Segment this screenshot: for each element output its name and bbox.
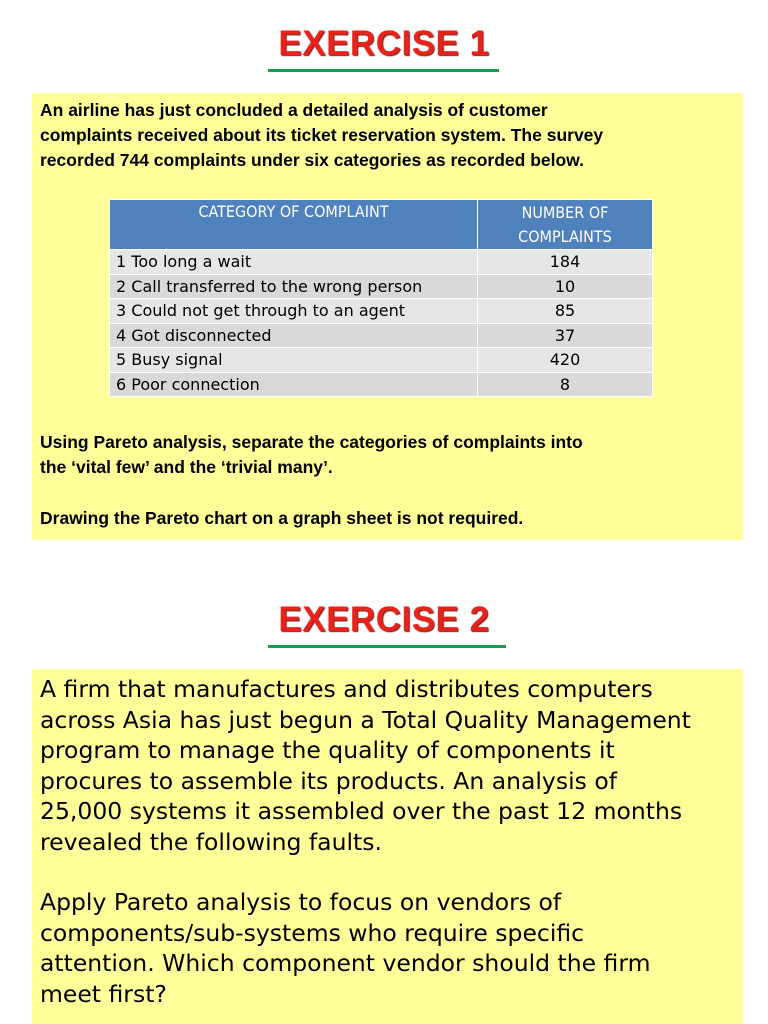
intro-line: An airline has just concluded a detailed analysis of customer bbox=[40, 100, 548, 120]
intro-line: recorded 744 complaints under six categories as recorded below. bbox=[40, 150, 584, 170]
cell-category: 2 Call transferred to the wrong person bbox=[110, 274, 478, 299]
para1-line: A firm that manufactures and distributes computers bbox=[40, 675, 653, 703]
exercise-1-title: EXERCISE 1 bbox=[278, 24, 490, 63]
table-row bbox=[110, 372, 653, 397]
table-row bbox=[110, 348, 653, 373]
table-row bbox=[110, 250, 653, 275]
cell-count: 420 bbox=[478, 348, 653, 373]
para1-line: program to manage the quality of components it bbox=[40, 736, 615, 764]
exercise-2-panel bbox=[32, 669, 743, 1024]
para1-line: revealed the following faults. bbox=[40, 827, 382, 856]
header-category: CATEGORY OF COMPLAINT bbox=[110, 200, 478, 250]
exercise-2-title: EXERCISE 2 bbox=[278, 600, 490, 639]
cell-count: 37 bbox=[478, 323, 653, 348]
cell-count: 10 bbox=[478, 274, 653, 299]
exercise-1-intro bbox=[40, 98, 740, 173]
exercise-2-paragraph-1 bbox=[40, 674, 740, 857]
table-row bbox=[110, 274, 653, 299]
cell-category: 4 Got disconnected bbox=[110, 323, 478, 348]
para1-line: procures to assemble its products. An analysis of bbox=[40, 766, 617, 795]
cell-count: 8 bbox=[478, 372, 653, 397]
exercise-1-note: Drawing the Pareto chart on a graph sheet is not required. bbox=[40, 508, 524, 528]
cell-category: 5 Busy signal bbox=[110, 348, 478, 373]
cell-category: 6 Poor connection bbox=[110, 372, 478, 397]
cell-category: 1 Too long a wait bbox=[110, 250, 478, 275]
header-count: NUMBER OF COMPLAINTS bbox=[478, 200, 653, 250]
para2-line: components/sub-systems who require specific bbox=[40, 918, 585, 947]
exercise-2-title-underline bbox=[268, 645, 506, 648]
cell-count: 184 bbox=[478, 250, 653, 275]
para2-line: attention. Which component vendor should the firm bbox=[40, 949, 651, 977]
exercise-2-paragraph-2 bbox=[40, 887, 740, 1009]
exercise-1-title-underline bbox=[268, 69, 499, 72]
complaints-table bbox=[109, 199, 653, 397]
table-row bbox=[110, 299, 653, 324]
question-line: the ‘vital few’ and the ‘trivial many’. bbox=[40, 457, 333, 477]
para2-line: Apply Pareto analysis to focus on vendors of bbox=[40, 888, 562, 916]
para1-line: 25,000 systems it assembled over the past 12 months bbox=[40, 797, 683, 825]
table-header-row bbox=[110, 200, 653, 250]
intro-line: complaints received about its ticket reservation system. The survey bbox=[40, 125, 604, 145]
cell-category: 3 Could not get through to an agent bbox=[110, 299, 478, 324]
cell-count: 85 bbox=[478, 299, 653, 324]
question-line: Using Pareto analysis, separate the categories of complaints into bbox=[40, 432, 583, 452]
exercise-1-question bbox=[40, 430, 740, 480]
table-row bbox=[110, 323, 653, 348]
para1-line: across Asia has just begun a Total Quality Management bbox=[40, 705, 691, 734]
para2-line: meet first? bbox=[40, 979, 167, 1008]
